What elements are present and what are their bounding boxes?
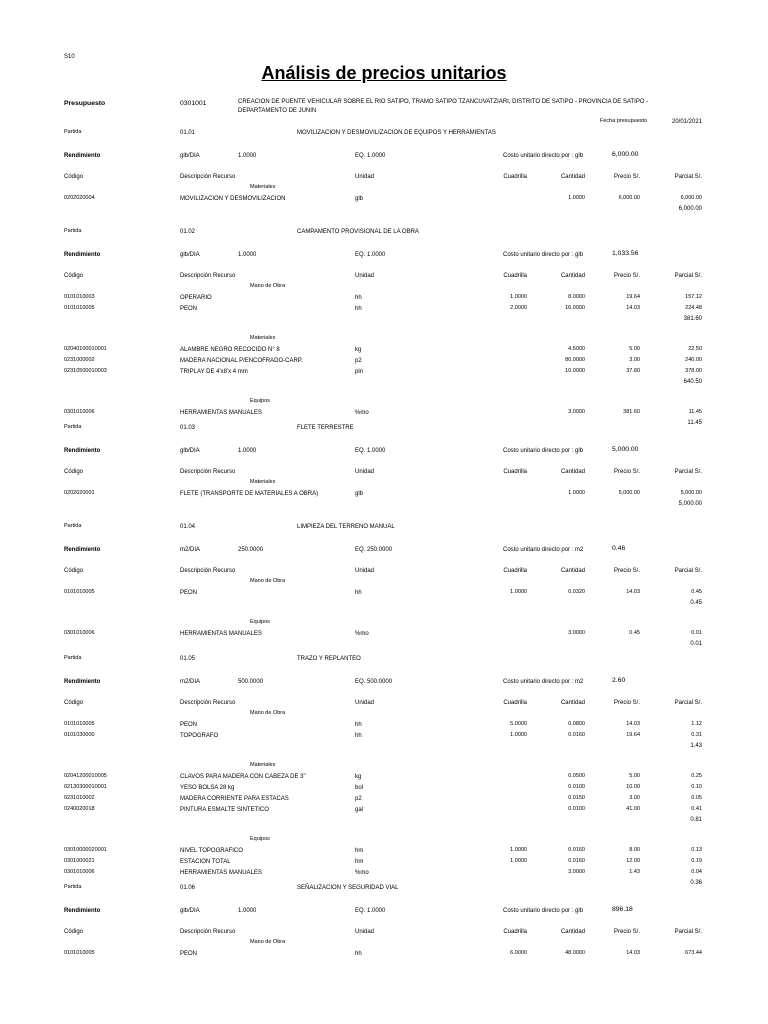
resource-partial: 240.00 (685, 357, 702, 363)
rendimiento-label: Rendimiento (64, 679, 101, 685)
resource-quantity: 48.0000 (565, 950, 585, 956)
resource-description: PEON (180, 722, 198, 728)
column-header-quantity: Cantidad (560, 700, 585, 706)
rendimiento-value: 1.0000 (238, 252, 257, 258)
resource-quantity: 0.0320 (568, 589, 585, 595)
column-header-price: Precio S/. (613, 700, 640, 706)
resource-partial: 0.10 (691, 784, 702, 790)
partida-number: 01.03 (180, 425, 196, 431)
column-header-description: Descripción Recurso (180, 700, 236, 706)
column-header-crew: Cuadrilla (503, 568, 527, 574)
unit-cost-label: Costo unitario directo por : glb (503, 448, 584, 454)
resource-unit: hm (355, 859, 364, 865)
partida-label: Partida (64, 884, 82, 890)
partida-number: 01.05 (180, 656, 196, 662)
group-subtotal: 640.50 (683, 379, 702, 385)
resource-price: 5.00 (629, 346, 640, 352)
resource-code: 0101010003 (64, 294, 95, 300)
group-subtotal: 0.36 (690, 880, 702, 886)
resource-unit: hh (355, 295, 362, 301)
rendimiento-label: Rendimiento (64, 547, 101, 553)
column-header-crew: Cuadrilla (503, 469, 527, 475)
resource-crew: 1.0000 (510, 294, 527, 300)
resource-crew: 1.0000 (510, 732, 527, 738)
partida-label: Partida (64, 523, 82, 529)
rendimiento-label: Rendimiento (64, 153, 101, 159)
rendimiento-label: Rendimiento (64, 252, 101, 258)
resource-unit: glb (355, 491, 364, 497)
resource-unit: kg (355, 347, 362, 353)
rendimiento-value: 1.0000 (238, 153, 257, 159)
partida-name: TRAZO Y REPLANTEO (297, 656, 361, 662)
partida-name: LIMPIEZA DEL TERRENO MANUAL (297, 524, 395, 530)
partida-label: Partida (64, 655, 82, 661)
partida-number: 01.01 (180, 130, 196, 136)
resource-price: 10.00 (626, 784, 640, 790)
resource-code: 02130300010001 (64, 784, 107, 790)
resource-quantity: 3.0000 (568, 630, 585, 636)
resource-group-title: Materiales (250, 479, 276, 485)
column-header-unit: Unidad (355, 568, 375, 574)
resource-description: PEON (180, 951, 198, 957)
resource-price: 6,000.00 (618, 195, 640, 201)
resource-description: TOPOGRAFO (180, 733, 219, 739)
resource-unit: hh (355, 733, 362, 739)
resource-code: 0301010006 (64, 630, 95, 636)
unit-cost-label: Costo unitario directo por : glb (503, 908, 584, 914)
resource-unit: hh (355, 722, 362, 728)
resource-price: 19.64 (626, 294, 640, 300)
resource-partial: 157.12 (685, 294, 702, 300)
resource-price: 14.03 (626, 589, 640, 595)
partida-name: FLETE TERRESTRE (297, 425, 354, 431)
resource-description: HERRAMIENTAS MANUALES (180, 631, 262, 637)
resource-partial: 378.00 (685, 368, 702, 374)
column-header-quantity: Cantidad (560, 174, 585, 180)
group-subtotal: 5,000.00 (678, 501, 702, 507)
rendimiento-value: 250.0000 (238, 547, 264, 553)
column-header-description: Descripción Recurso (180, 174, 236, 180)
column-header-price: Precio S/. (613, 273, 640, 279)
resource-group-title: Mano de Obra (250, 939, 286, 945)
resource-description: MADERA CORRIENTE PARA ESTACAS (180, 796, 289, 802)
resource-unit: %mo (355, 870, 369, 876)
equipment-factor: EQ. 250.0000 (355, 547, 393, 553)
resource-price: 41.00 (626, 806, 640, 812)
resource-unit: hh (355, 951, 362, 957)
rendimiento-unit: glb/DIA (180, 252, 200, 258)
resource-code: 03010000020001 (64, 847, 107, 853)
resource-code: 0202020004 (64, 195, 95, 201)
column-header-partial: Parcial S/. (674, 929, 702, 935)
rendimiento-value: 500.0000 (238, 679, 264, 685)
group-subtotal: 1.43 (690, 743, 702, 749)
group-subtotal: 0.45 (690, 600, 702, 606)
resource-code: 0202020001 (64, 490, 95, 496)
column-header-quantity: Cantidad (560, 469, 585, 475)
unit-cost-label: Costo unitario directo por : m2 (503, 547, 584, 553)
resource-quantity: 16.0000 (565, 305, 585, 311)
partida-number: 01.04 (180, 524, 196, 530)
resource-partial: 673.44 (685, 950, 702, 956)
resource-quantity: 0.0100 (568, 784, 585, 790)
column-header-code: Código (64, 174, 84, 180)
column-header-partial: Parcial S/. (674, 568, 702, 574)
column-header-partial: Parcial S/. (674, 469, 702, 475)
unit-cost-value: 1,033.56 (612, 250, 639, 257)
resource-crew: 1.0000 (510, 847, 527, 853)
resource-code: 0231000002 (64, 357, 95, 363)
partida-label: Partida (64, 424, 82, 430)
resource-description: ESTACION TOTAL (180, 859, 231, 865)
resource-group-title: Materiales (250, 762, 276, 768)
resource-quantity: 0.0800 (568, 721, 585, 727)
resource-unit: p2 (355, 358, 362, 364)
column-header-unit: Unidad (355, 469, 375, 475)
resource-code: 02310500010003 (64, 368, 107, 374)
partida-name: MOVILIZACION Y DESMOVILIZACION DE EQUIPOS Y HERRAMIENTAS (297, 130, 496, 136)
column-header-code: Código (64, 469, 84, 475)
rendimiento-value: 1.0000 (238, 908, 257, 914)
resource-quantity: 1.0000 (568, 490, 585, 496)
resource-crew: 1.0000 (510, 858, 527, 864)
resource-partial: 1.12 (691, 721, 702, 727)
column-header-crew: Cuadrilla (503, 273, 527, 279)
column-header-unit: Unidad (355, 929, 375, 935)
resource-code: 0101010005 (64, 950, 95, 956)
resource-partial: 224.48 (685, 305, 702, 311)
resource-unit: %mo (355, 631, 369, 637)
resource-price: 0.45 (629, 630, 640, 636)
resource-quantity: 8.0000 (568, 294, 585, 300)
resource-quantity: 1.0000 (568, 195, 585, 201)
rendimiento-unit: glb/DIA (180, 448, 200, 454)
unit-cost-label: Costo unitario directo por : m2 (503, 679, 584, 685)
resource-code: 0101030000 (64, 732, 95, 738)
resource-price: 1.43 (629, 869, 640, 875)
column-header-unit: Unidad (355, 700, 375, 706)
resource-quantity: 10.0000 (565, 368, 585, 374)
resource-unit: pln (355, 369, 364, 375)
partida-label: Partida (64, 228, 82, 234)
resource-group-title: Mano de Obra (250, 710, 286, 716)
column-header-quantity: Cantidad (560, 929, 585, 935)
resource-price: 5,000.00 (618, 490, 640, 496)
column-header-crew: Cuadrilla (503, 929, 527, 935)
resource-description: PINTURA ESMALTE SINTETICO (180, 807, 269, 813)
resource-partial: 0.05 (691, 795, 702, 801)
resource-quantity: 0.0160 (568, 732, 585, 738)
column-header-code: Código (64, 273, 84, 279)
resource-partial: 0.13 (691, 847, 702, 853)
resource-partial: 0.31 (691, 732, 702, 738)
resource-unit: hh (355, 590, 362, 596)
resource-group-title: Mano de Obra (250, 578, 286, 584)
resource-crew: 6.0000 (510, 950, 527, 956)
column-header-price: Precio S/. (613, 568, 640, 574)
resource-partial: 5,000.00 (680, 490, 702, 496)
column-header-code: Código (64, 700, 84, 706)
equipment-factor: EQ. 1.0000 (355, 153, 386, 159)
equipment-factor: EQ. 500.0000 (355, 679, 393, 685)
equipment-factor: EQ. 1.0000 (355, 908, 386, 914)
presupuesto-description: CREACION DE PUENTE VEHICULAR SOBRE EL RIO SATIPO, TRAMO SATIPO TZANCUVATZIARI, DISTRITO DE SATIPO - PROVINCIA DE SATIPO - DEPARTAMENTO DE JUNIN (238, 99, 649, 114)
resource-quantity: 4.5000 (568, 346, 585, 352)
resource-crew: 2.0000 (510, 305, 527, 311)
fecha-presupuesto-value: 20/01/2021 (672, 119, 703, 125)
column-header-partial: Parcial S/. (674, 273, 702, 279)
resource-partial: 0.41 (691, 806, 702, 812)
resource-quantity: 0.0100 (568, 806, 585, 812)
column-header-code: Código (64, 568, 84, 574)
column-header-unit: Unidad (355, 174, 375, 180)
column-header-unit: Unidad (355, 273, 375, 279)
group-subtotal: 0.81 (690, 817, 702, 823)
resource-code: 0301010006 (64, 869, 95, 875)
equipment-factor: EQ. 1.0000 (355, 448, 386, 454)
partida-name: SEÑALIZACION Y SEGURIDAD VIAL (297, 885, 399, 891)
resource-unit: glb (355, 196, 364, 202)
page-title: Análisis de precios unitarios (261, 63, 507, 83)
resource-code: 0301000021 (64, 858, 95, 864)
resource-unit: hh (355, 306, 362, 312)
rendimiento-unit: glb/DIA (180, 153, 200, 159)
resource-group-title: Equipos (250, 398, 270, 404)
presupuesto-code: 0301001 (180, 100, 207, 107)
resource-description: OPERARIO (180, 295, 212, 301)
resource-group-title: Materiales (250, 335, 276, 341)
unit-cost-label: Costo unitario directo por : glb (503, 252, 584, 258)
column-header-description: Descripción Recurso (180, 568, 236, 574)
partida-number: 01.02 (180, 229, 196, 235)
resource-quantity: 3.0000 (568, 869, 585, 875)
partida-name: CAMPAMENTO PROVISIONAL DE LA OBRA (297, 229, 419, 235)
resource-unit: %mo (355, 410, 369, 416)
rendimiento-label: Rendimiento (64, 448, 101, 454)
resource-code: 0101010005 (64, 589, 95, 595)
resource-group-title: Equipos (250, 836, 270, 842)
rendimiento-label: Rendimiento (64, 908, 101, 914)
resource-price: 12.00 (626, 858, 640, 864)
column-header-description: Descripción Recurso (180, 273, 236, 279)
column-header-code: Código (64, 929, 84, 935)
resource-quantity: 3.0000 (568, 409, 585, 415)
resource-code: 0301010006 (64, 409, 95, 415)
resource-partial: 11.45 (688, 409, 702, 415)
column-header-description: Descripción Recurso (180, 469, 236, 475)
resource-description: HERRAMIENTAS MANUALES (180, 870, 262, 876)
group-subtotal: 6,000.00 (678, 206, 702, 212)
resource-group-title: Mano de Obra (250, 283, 286, 289)
resource-group-title: Materiales (250, 184, 276, 190)
column-header-quantity: Cantidad (560, 273, 585, 279)
resource-description: PEON (180, 590, 198, 596)
resource-partial: 0.04 (691, 869, 702, 875)
resource-crew: 5.0000 (510, 721, 527, 727)
report-code: S10 (64, 54, 75, 60)
rendimiento-value: 1.0000 (238, 448, 257, 454)
resource-price: 3.00 (629, 357, 640, 363)
resource-partial: 0.45 (691, 589, 702, 595)
resource-description: MOVILIZACION Y DESMOVILIZACION (180, 196, 286, 202)
column-header-price: Precio S/. (613, 469, 640, 475)
resource-price: 14.03 (626, 950, 640, 956)
column-header-partial: Parcial S/. (674, 700, 702, 706)
resource-code: 0240020018 (64, 806, 95, 812)
equipment-factor: EQ. 1.0000 (355, 252, 386, 258)
resource-description: TRIPLAY DE 4'x8'x 4 mm (180, 369, 248, 375)
resource-description: CLAVOS PARA MADERA CON CABEZA DE 3" (180, 774, 306, 780)
resource-price: 14.03 (626, 721, 640, 727)
partida-label: Partida (64, 129, 82, 135)
resource-description: NIVEL TOPOGRAFICO (180, 848, 243, 854)
rendimiento-unit: glb/DIA (180, 908, 200, 914)
column-header-price: Precio S/. (613, 929, 640, 935)
fecha-presupuesto-label: Fecha presupuesto (600, 118, 648, 124)
resource-partial: 6,000.00 (680, 195, 702, 201)
column-header-crew: Cuadrilla (503, 700, 527, 706)
resource-partial: 0.19 (691, 858, 702, 864)
resource-quantity: 0.0150 (568, 795, 585, 801)
resource-price: 14.03 (626, 305, 640, 311)
unit-cost-value: 6,000.00 (612, 151, 639, 158)
partida-number: 01.06 (180, 885, 196, 891)
resource-unit: gal (355, 807, 364, 813)
resource-quantity: 0.0160 (568, 858, 585, 864)
resource-price: 19.64 (626, 732, 640, 738)
group-subtotal: 0.01 (690, 641, 702, 647)
resource-price: 381.60 (623, 409, 640, 415)
resource-description: MADERA NACIONAL P/ENCOFRADO-CARP. (180, 358, 303, 364)
column-header-quantity: Cantidad (560, 568, 585, 574)
resource-code: 0101010005 (64, 721, 95, 727)
resource-code: 0101010005 (64, 305, 95, 311)
unit-cost-value: 896.18 (612, 906, 633, 913)
resource-price: 8.00 (629, 847, 640, 853)
resource-description: HERRAMIENTAS MANUALES (180, 410, 262, 416)
column-header-description: Descripción Recurso (180, 929, 236, 935)
resource-price: 3.00 (629, 795, 640, 801)
unit-cost-value: 0.46 (612, 545, 626, 552)
resource-quantity: 80.0000 (565, 357, 585, 363)
resource-unit: p2 (355, 796, 362, 802)
resource-description: ALAMBRE NEGRO RECOCIDO N° 8 (180, 347, 280, 353)
resource-description: FLETE (TRANSPORTE DE MATERIALES A OBRA) (180, 491, 319, 497)
resource-unit: hm (355, 848, 364, 854)
unit-cost-value: 5,000.00 (612, 446, 639, 453)
presupuesto-label: Presupuesto (64, 100, 106, 107)
rendimiento-unit: m2/DIA (180, 547, 201, 553)
resource-group-title: Equipos (250, 619, 270, 625)
resource-code: 02040100010001 (64, 346, 107, 352)
column-header-crew: Cuadrilla (503, 174, 527, 180)
resource-quantity: 0.0500 (568, 773, 585, 779)
resource-quantity: 0.0160 (568, 847, 585, 853)
resource-partial: 22.50 (688, 346, 702, 352)
resource-code: 0231010002 (64, 795, 95, 801)
group-subtotal: 381.60 (683, 316, 702, 322)
resource-price: 5.00 (629, 773, 640, 779)
column-header-price: Precio S/. (613, 174, 640, 180)
rendimiento-unit: m2/DIA (180, 679, 201, 685)
resource-crew: 1.0000 (510, 589, 527, 595)
column-header-partial: Parcial S/. (674, 174, 702, 180)
resource-description: PEON (180, 306, 198, 312)
unit-cost-value: 2.60 (612, 677, 626, 684)
resource-unit: bol (355, 785, 364, 791)
resource-description: YESO BOLSA 28 kg (180, 785, 235, 791)
resource-partial: 0.25 (691, 773, 702, 779)
resource-partial: 0.01 (691, 630, 702, 636)
resource-unit: kg (355, 774, 362, 780)
unit-cost-label: Costo unitario directo por : glb (503, 153, 584, 159)
group-subtotal: 11.45 (687, 420, 702, 426)
resource-code: 02041200010005 (64, 773, 107, 779)
resource-price: 37.80 (626, 368, 640, 374)
